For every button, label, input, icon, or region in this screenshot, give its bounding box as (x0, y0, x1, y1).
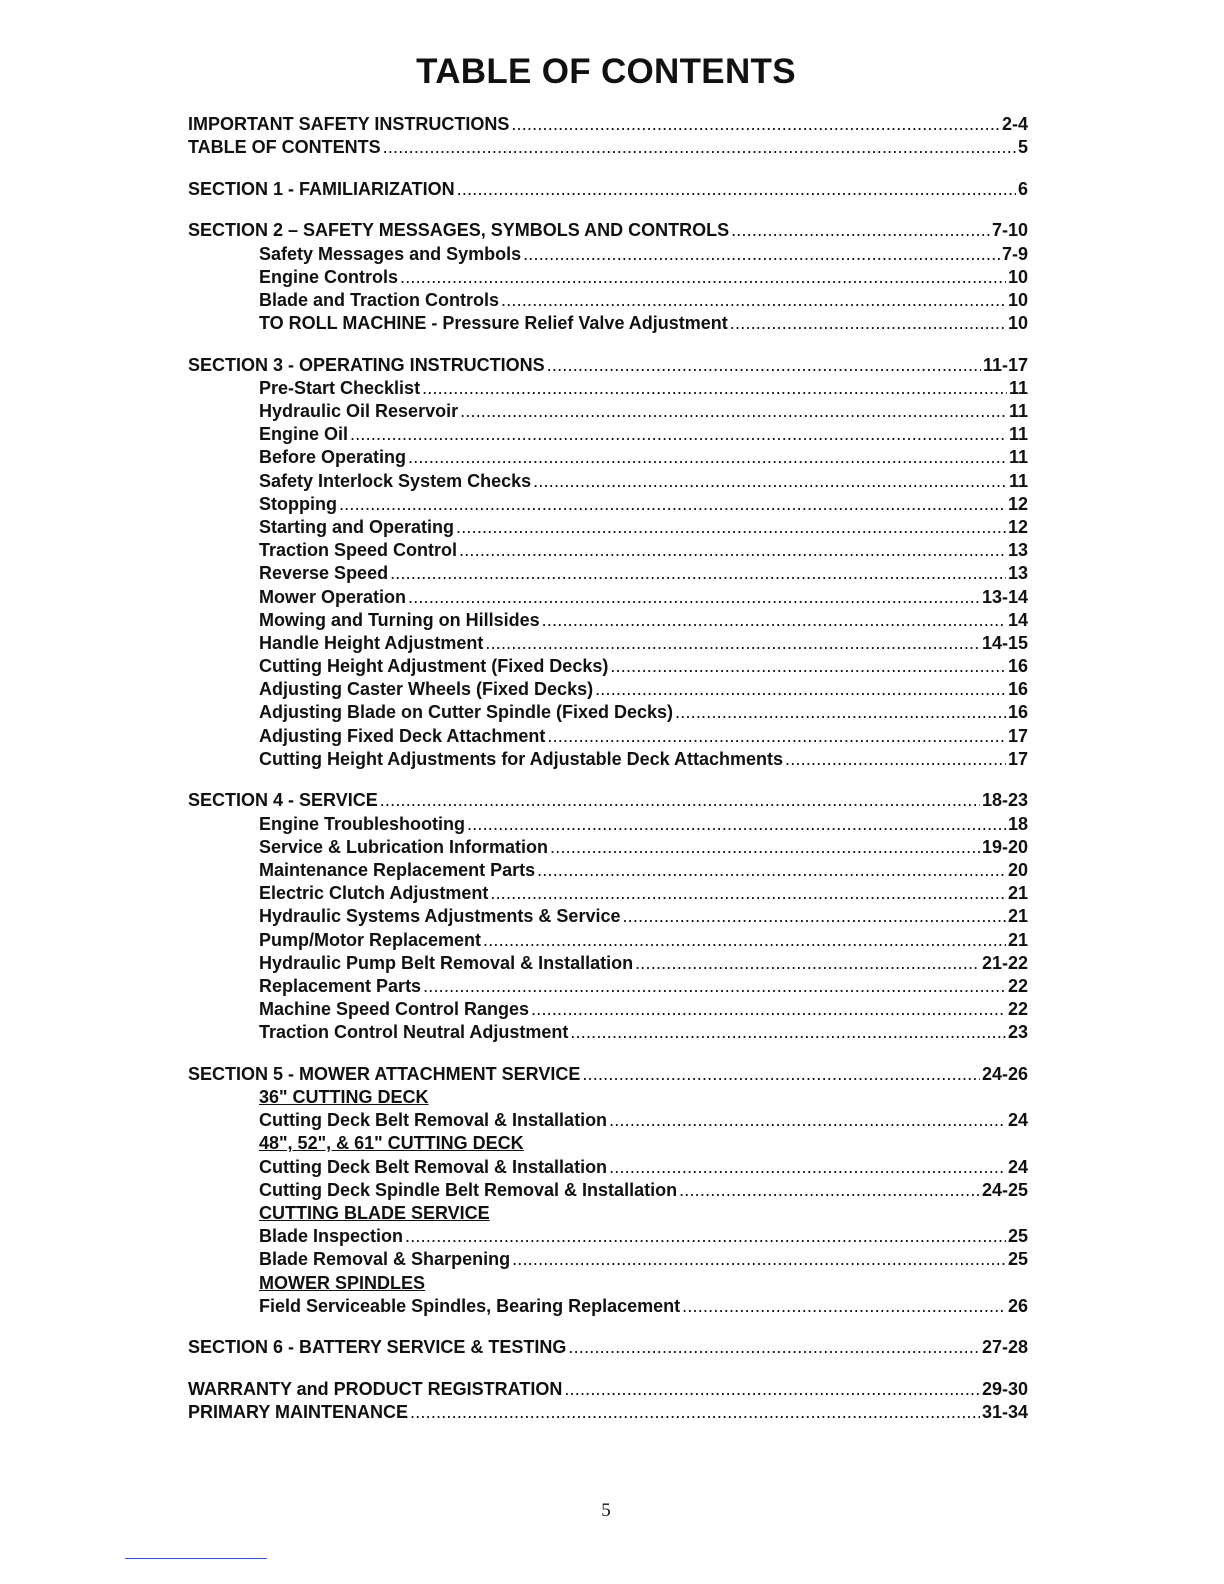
dot-leader (408, 447, 1007, 468)
toc-entry-pages: 11 (1008, 424, 1028, 445)
toc-entry-pages: 6 (1017, 178, 1028, 199)
toc-entry-pages: 25 (1007, 1226, 1028, 1247)
toc-entry-label: WARRANTY and PRODUCT REGISTRATION (188, 1378, 563, 1399)
toc-entry-label: Hydraulic Systems Adjustments & Service (259, 906, 621, 927)
section-gap (188, 1361, 1028, 1379)
toc-entry-label: Engine Oil (259, 424, 349, 445)
dot-leader (400, 267, 1006, 288)
toc-entry-label: TO ROLL MACHINE - Pressure Relief Valve Adjustment (259, 313, 728, 334)
toc-subsection-entry[interactable] (188, 814, 1028, 837)
toc-subheading-label: 48", 52", & 61" CUTTING DECK (259, 1133, 524, 1154)
section-gap (188, 336, 1028, 354)
toc-section-entry[interactable] (188, 137, 1028, 160)
toc-subsection-entry[interactable] (188, 447, 1028, 470)
toc-entry-label: Cutting Deck Spindle Belt Removal & Installation (259, 1179, 678, 1200)
footer-rule (125, 1558, 267, 1559)
toc-entry-label: Mowing and Turning on Hillsides (259, 609, 540, 630)
toc-entry-pages: 16 (1007, 656, 1028, 677)
toc-entry-pages: 2-4 (1001, 114, 1028, 134)
toc-entry-pages: 18-23 (981, 790, 1028, 811)
page-number: 5 (601, 1500, 611, 1521)
dot-leader (350, 424, 1007, 445)
toc-entry-label: Blade Inspection (259, 1226, 404, 1247)
dot-leader (459, 540, 1006, 561)
dot-leader (512, 1249, 1006, 1270)
dot-leader (408, 587, 980, 608)
toc-section-entry[interactable] (188, 114, 1028, 137)
toc-entry-pages: 11 (1008, 377, 1028, 398)
dot-leader (595, 679, 1006, 700)
toc-subsection-entry[interactable] (188, 702, 1028, 725)
toc-entry-pages: 10 (1007, 313, 1028, 334)
toc-subheading (188, 1087, 1028, 1110)
dot-leader (730, 313, 1006, 334)
toc-subsection-entry[interactable] (188, 906, 1028, 929)
toc-entry-pages: 21 (1007, 906, 1028, 927)
toc-section-entry[interactable] (188, 1402, 1028, 1425)
toc-entry-pages: 25 (1007, 1249, 1028, 1270)
toc-subsection-entry[interactable] (188, 726, 1028, 749)
toc-entry-label: Machine Speed Control Ranges (259, 999, 530, 1020)
toc-subsection-entry[interactable] (188, 517, 1028, 540)
toc-subheading-label: MOWER SPINDLES (259, 1272, 426, 1293)
dot-leader (547, 726, 1006, 747)
dot-leader (405, 1226, 1006, 1247)
toc-entry-pages: 14 (1007, 609, 1028, 630)
dot-leader (568, 1337, 980, 1358)
toc-subheading (188, 1203, 1028, 1226)
dot-leader (609, 1110, 1006, 1131)
toc-entry-pages: 18 (1007, 813, 1028, 834)
toc-entry-label: Starting and Operating (259, 516, 455, 537)
toc-entry-pages: 5 (1017, 137, 1028, 158)
toc-entry-label: Blade and Traction Controls (259, 289, 500, 310)
toc-section-entry[interactable] (188, 790, 1028, 813)
toc-subsection-entry[interactable] (188, 930, 1028, 953)
toc-subsection-entry[interactable] (188, 837, 1028, 860)
toc-entry-label: Service & Lubrication Information (259, 836, 549, 857)
toc-section-entry[interactable] (188, 1337, 1028, 1360)
toc-entry-label: Maintenance Replacement Parts (259, 860, 536, 880)
toc-entry-label: Adjusting Blade on Cutter Spindle (Fixed Decks) (259, 702, 674, 723)
toc-entry-label: Hydraulic Oil Reservoir (259, 401, 459, 422)
toc-subsection-entry[interactable] (188, 860, 1028, 883)
toc-entry-label: Traction Control Neutral Adjustment (259, 1022, 569, 1043)
dot-leader (483, 930, 1006, 951)
dot-leader (380, 790, 980, 811)
toc-entry-label: Pump/Motor Replacement (259, 929, 482, 950)
toc-entry-label: Stopping (259, 493, 337, 514)
toc-entry-pages: 7-9 (1001, 243, 1028, 264)
section-gap (188, 772, 1028, 790)
dot-leader (511, 114, 1000, 135)
toc-entry-label: SECTION 5 - MOWER ATTACHMENT SERVICE (188, 1063, 581, 1084)
section-gap (188, 1319, 1028, 1337)
toc-entry-label: Handle Height Adjustment (259, 632, 484, 653)
dot-leader (410, 1402, 980, 1423)
toc-entry-label: Pre-Start Checklist (259, 377, 421, 398)
toc-subsection-entry[interactable] (188, 494, 1028, 517)
toc-entry-pages: 17 (1007, 748, 1028, 769)
toc-entry-label: Traction Speed Control (259, 540, 458, 561)
dot-leader (564, 1379, 980, 1400)
toc-entry-label: IMPORTANT SAFETY INSTRUCTIONS (188, 114, 510, 134)
dot-leader (550, 837, 980, 858)
toc-entry-label: Electric Clutch Adjustment (259, 883, 489, 904)
section-gap (188, 202, 1028, 220)
toc-entry-pages: 11 (1008, 401, 1028, 422)
dot-leader (390, 563, 1006, 584)
section-gap (188, 160, 1028, 178)
toc-entry-pages: 13 (1007, 540, 1028, 561)
toc-entry-label: SECTION 3 - OPERATING INSTRUCTIONS (188, 354, 545, 375)
toc-entry-pages: 12 (1007, 516, 1028, 537)
toc-entry-pages: 11-17 (982, 354, 1028, 375)
toc-entry-label: TABLE OF CONTENTS (188, 137, 381, 158)
toc-subsection-entry[interactable] (188, 953, 1028, 976)
toc-entry-pages: 17 (1007, 725, 1028, 746)
dot-leader (537, 860, 1006, 881)
dot-leader (582, 1064, 980, 1085)
toc-entry-label: Hydraulic Pump Belt Removal & Installation (259, 952, 634, 973)
toc-subsection-entry[interactable] (188, 679, 1028, 702)
toc-entry-pages: 24 (1007, 1156, 1028, 1177)
toc-entry-pages: 27-28 (981, 1337, 1028, 1358)
toc-entry-pages: 19-20 (981, 836, 1028, 857)
toc-subsection-entry[interactable] (188, 378, 1028, 401)
dot-leader (542, 610, 1006, 631)
toc-entry-pages: 23 (1007, 1022, 1028, 1043)
toc-entry-pages: 13 (1007, 563, 1028, 584)
toc-subsection-entry[interactable] (188, 749, 1028, 772)
toc-section-entry[interactable] (188, 179, 1028, 202)
toc-entry-label: Cutting Height Adjustments for Adjustable Deck Attachments (259, 748, 784, 769)
toc-entry-pages: 21 (1007, 883, 1028, 904)
toc-entry-pages: 14-15 (981, 632, 1028, 653)
dot-leader (622, 906, 1005, 927)
dot-leader (731, 220, 990, 241)
dot-leader (570, 1022, 1006, 1043)
toc-subsection-entry[interactable] (188, 471, 1028, 494)
toc-entry-pages: 10 (1007, 289, 1028, 310)
dot-leader (457, 179, 1016, 200)
toc-subsection-entry[interactable] (188, 633, 1028, 656)
toc-entry-pages: 31-34 (981, 1402, 1028, 1423)
toc-subsection-entry[interactable] (188, 267, 1028, 290)
toc-subsection-entry[interactable] (188, 1022, 1028, 1045)
dot-leader (423, 976, 1006, 997)
toc-entry-pages: 24-26 (981, 1063, 1028, 1084)
dot-leader (682, 1296, 1006, 1317)
dot-leader (785, 749, 1006, 770)
toc-subsection-entry[interactable] (188, 976, 1028, 999)
toc-entry-pages: 16 (1007, 702, 1028, 723)
toc-subsection-entry[interactable] (188, 1249, 1028, 1272)
toc-subsection-entry[interactable] (188, 1110, 1028, 1133)
toc-subsection-entry[interactable] (188, 424, 1028, 447)
toc-entry-pages: 29-30 (981, 1378, 1028, 1399)
toc-subsection-entry[interactable] (188, 656, 1028, 679)
toc-subsection-entry[interactable] (188, 999, 1028, 1022)
toc-entry-label: Cutting Deck Belt Removal & Installation (259, 1110, 608, 1131)
toc-subsection-entry[interactable] (188, 290, 1028, 313)
toc-entry-label: Adjusting Fixed Deck Attachment (259, 725, 546, 746)
toc-entry-label: Mower Operation (259, 586, 407, 607)
dot-leader (485, 633, 980, 654)
dot-leader (383, 137, 1016, 158)
toc-subsection-entry[interactable] (188, 1180, 1028, 1203)
dot-leader (456, 517, 1006, 538)
toc-entry-pages: 10 (1007, 266, 1028, 287)
toc-entry-label: Cutting Deck Belt Removal & Installation (259, 1156, 608, 1177)
toc-entry-label: SECTION 4 - SERVICE (188, 790, 378, 811)
toc-subheading-label: 36" CUTTING DECK (259, 1087, 429, 1108)
page-title: TABLE OF CONTENTS (416, 52, 796, 91)
toc-subsection-entry[interactable] (188, 1296, 1028, 1319)
dot-leader (460, 401, 1007, 422)
table-of-contents (188, 114, 1028, 1425)
toc-entry-label: Engine Controls (259, 266, 398, 287)
toc-entry-pages: 16 (1007, 679, 1028, 700)
toc-entry-label: SECTION 2 – SAFETY MESSAGES, SYMBOLS AND CONTROLS (188, 220, 730, 241)
toc-subsection-entry[interactable] (188, 1226, 1028, 1249)
toc-entry-pages: 11 (1008, 447, 1028, 468)
toc-section-entry[interactable] (188, 355, 1028, 378)
dot-leader (422, 378, 1007, 399)
toc-subsection-entry[interactable] (188, 401, 1028, 424)
dot-leader (635, 953, 980, 974)
toc-entry-label: SECTION 1 - FAMILIARIZATION (188, 178, 455, 199)
toc-entry-label: SECTION 6 - BATTERY SERVICE & TESTING (188, 1337, 567, 1358)
toc-subheading (188, 1273, 1028, 1296)
toc-subsection-entry[interactable] (188, 313, 1028, 336)
dot-leader (547, 355, 981, 376)
toc-entry-pages: 11 (1008, 470, 1028, 491)
toc-entry-pages: 13-14 (981, 586, 1028, 607)
toc-subheading-label: CUTTING BLADE SERVICE (259, 1203, 490, 1224)
toc-entry-label: Field Serviceable Spindles, Bearing Replacement (259, 1295, 681, 1316)
toc-subsection-entry[interactable] (188, 1157, 1028, 1180)
toc-entry-pages: 22 (1007, 975, 1028, 996)
dot-leader (339, 494, 1006, 515)
toc-subsection-entry[interactable] (188, 244, 1028, 267)
dot-leader (531, 999, 1006, 1020)
toc-entry-label: Safety Messages and Symbols (259, 243, 522, 264)
toc-subsection-entry[interactable] (188, 540, 1028, 563)
dot-leader (501, 290, 1006, 311)
toc-entry-pages: 21-22 (981, 952, 1028, 973)
dot-leader (679, 1180, 980, 1201)
dot-leader (523, 244, 1000, 265)
toc-entry-label: Blade Removal & Sharpening (259, 1249, 511, 1270)
toc-entry-pages: 21 (1007, 929, 1028, 950)
toc-entry-pages: 20 (1007, 860, 1028, 880)
toc-entry-pages: 12 (1007, 493, 1028, 514)
toc-entry-pages: 24-25 (981, 1179, 1028, 1200)
toc-section-entry[interactable] (188, 220, 1028, 243)
toc-entry-pages: 24 (1007, 1110, 1028, 1131)
dot-leader (675, 702, 1006, 723)
dot-leader (490, 883, 1006, 904)
section-gap (188, 1046, 1028, 1064)
toc-entry-pages: 7-10 (991, 220, 1028, 241)
toc-entry-label: Before Operating (259, 447, 407, 468)
toc-subsection-entry[interactable] (188, 610, 1028, 633)
dot-leader (533, 471, 1007, 492)
toc-entry-label: Replacement Parts (259, 975, 422, 996)
toc-entry-label: Reverse Speed (259, 563, 389, 584)
toc-section-entry[interactable] (188, 1379, 1028, 1402)
toc-subheading (188, 1133, 1028, 1156)
toc-subsection-entry[interactable] (188, 883, 1028, 906)
toc-entry-label: PRIMARY MAINTENANCE (188, 1402, 409, 1423)
toc-subsection-entry[interactable] (188, 563, 1028, 586)
dot-leader (609, 1157, 1006, 1178)
toc-entry-label: Adjusting Caster Wheels (Fixed Decks) (259, 679, 594, 700)
toc-entry-pages: 22 (1007, 999, 1028, 1020)
toc-entry-label: Safety Interlock System Checks (259, 470, 532, 491)
toc-subsection-entry[interactable] (188, 587, 1028, 610)
toc-entry-label: Engine Troubleshooting (259, 813, 465, 834)
dot-leader (467, 814, 1006, 835)
dot-leader (610, 656, 1006, 677)
toc-entry-pages: 26 (1007, 1295, 1028, 1316)
toc-section-entry[interactable] (188, 1064, 1028, 1087)
toc-entry-label: Cutting Height Adjustment (Fixed Decks) (259, 656, 609, 677)
